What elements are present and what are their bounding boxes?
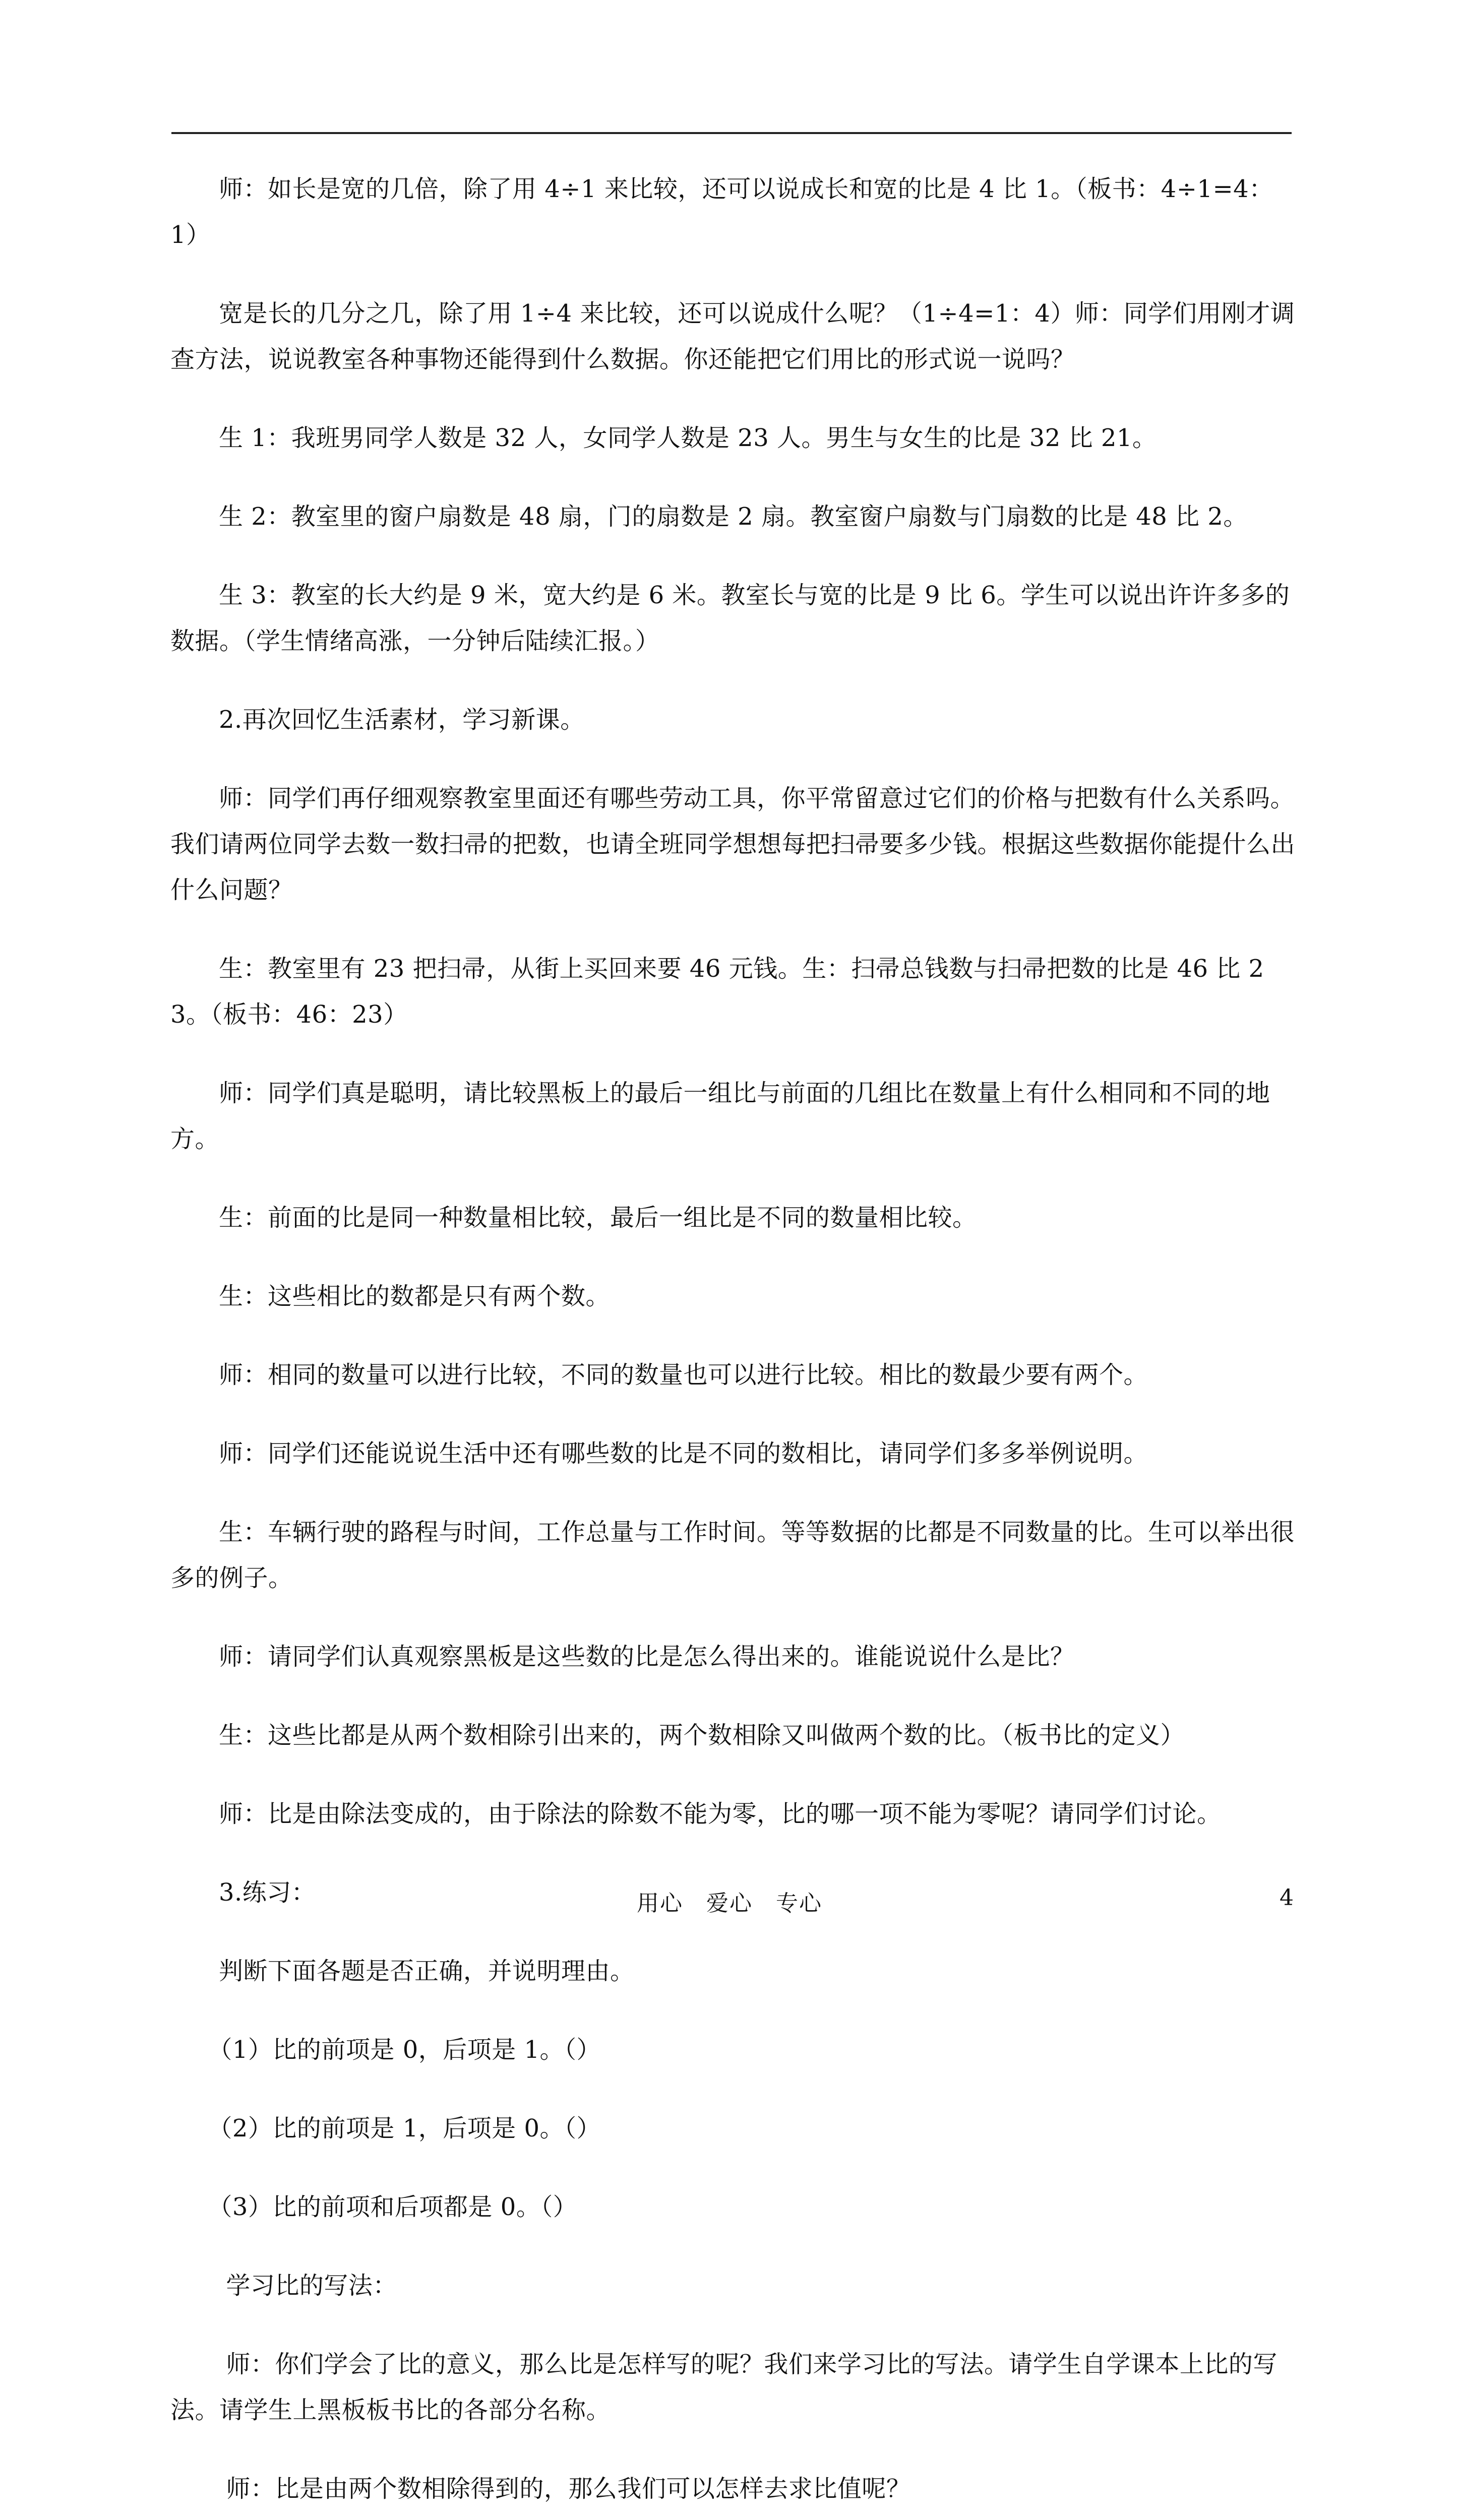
header-rule <box>171 132 1292 134</box>
section-heading: 2.再次回忆生活素材，学习新课。 <box>219 706 585 734</box>
document-body <box>170 166 1296 2520</box>
paragraph: 师：同学们真是聪明，请比较黑板上的最后一组比与前面的几组比在数量上有什么相同和不同的地方。 <box>170 1079 1270 1153</box>
paragraph: 师：同学们还能说说生活中还有哪些数的比是不同的数相比，请同学们多多举例说明。 <box>219 1439 1148 1468</box>
paragraph: 生：这些比都是从两个数相除引出来的，两个数相除又叫做两个数的比。（板书比的定义） <box>219 1721 1185 1749</box>
paragraph: 师：比是由两个数相除得到的，那么我们可以怎样去求比值呢？ <box>226 2475 911 2503</box>
paragraph: 师：你们学会了比的意义，那么比是怎样写的呢？我们来学习比的写法。请学生自学课本上比的写法。请学生上黑板板书比的各部分名称。 <box>170 2350 1278 2424</box>
section-heading: 学习比的写法： <box>226 2272 397 2300</box>
paragraph: 宽是长的几分之几，除了用 1÷4 来比较，还可以说成什么呢？（1÷4=1：4）师：同学们用刚才调查方法，说说教室各种事物还能得到什么数据。你还能把它们用比的形式说一说吗？ <box>170 299 1295 373</box>
paragraph: 生：前面的比是同一种数量相比较，最后一组比是不同的数量相比较。 <box>219 1204 977 1232</box>
paragraph: 师：如长是宽的几倍，除了用 4÷1 来比较，还可以说成长和宽的比是 4 比 1。（板书：4÷1=4：1） <box>170 175 1273 249</box>
paragraph: 生：教室里有 23 把扫帚，从街上买回来要 46 元钱。生：扫帚总钱数与扫帚把数的比是 46 比 23。（板书：46：23） <box>170 955 1264 1029</box>
paragraph: 生 1：我班男同学人数是 32 人，女同学人数是 23 人。男生与女生的比是 32 比 21。 <box>219 424 1157 452</box>
exercise-item: （2）比的前项是 1，后项是 0。（） <box>208 2114 601 2143</box>
paragraph: 判断下面各题是否正确，并说明理由。 <box>219 1957 635 1985</box>
footer-motto: 用心 爱心 专心 <box>637 1891 822 1916</box>
paragraph: 师：比是由除法变成的，由于除法的除数不能为零，比的哪一项不能为零呢？请同学们讨论。 <box>219 1800 1222 1828</box>
paragraph: 生 2：教室里的窗户扇数是 48 扇，门的扇数是 2 扇。教室窗户扇数与门扇数的比是 48 比 2。 <box>219 502 1248 531</box>
paragraph: 师：同学们再仔细观察教室里面还有哪些劳动工具，你平常留意过它们的价格与把数有什么关系吗。我们请两位同学去数一数扫帚的把数，也请全班同学想想每把扫帚要多少钱。根据这些数据你能提什么出什么问题？ <box>170 784 1296 904</box>
paragraph: 生：这些相比的数都是只有两个数。 <box>219 1282 611 1310</box>
page-number: 4 <box>1280 1885 1294 1911</box>
paragraph: 师：请同学们认真观察黑板是这些数的比是怎么得出来的。谁能说说什么是比？ <box>219 1643 1075 1671</box>
exercise-item: （3）比的前项和后项都是 0。（） <box>208 2193 578 2221</box>
paragraph: 生 3：教室的长大约是 9 米，宽大约是 6 米。教室长与宽的比是 9 比 6。学生可以说出许许多多的数据。（学生情绪高涨，一分钟后陆续汇报。） <box>170 581 1290 655</box>
exercise-item: （1）比的前项是 0，后项是 1。（） <box>208 2036 601 2064</box>
section-heading: 3.练习： <box>219 1878 316 1907</box>
paragraph: 生：车辆行驶的路程与时间，工作总量与工作时间。等等数据的比都是不同数量的比。生可以举出很多的例子。 <box>170 1518 1295 1592</box>
paragraph: 师：相同的数量可以进行比较，不同的数量也可以进行比较。相比的数最少要有两个。 <box>219 1361 1148 1389</box>
